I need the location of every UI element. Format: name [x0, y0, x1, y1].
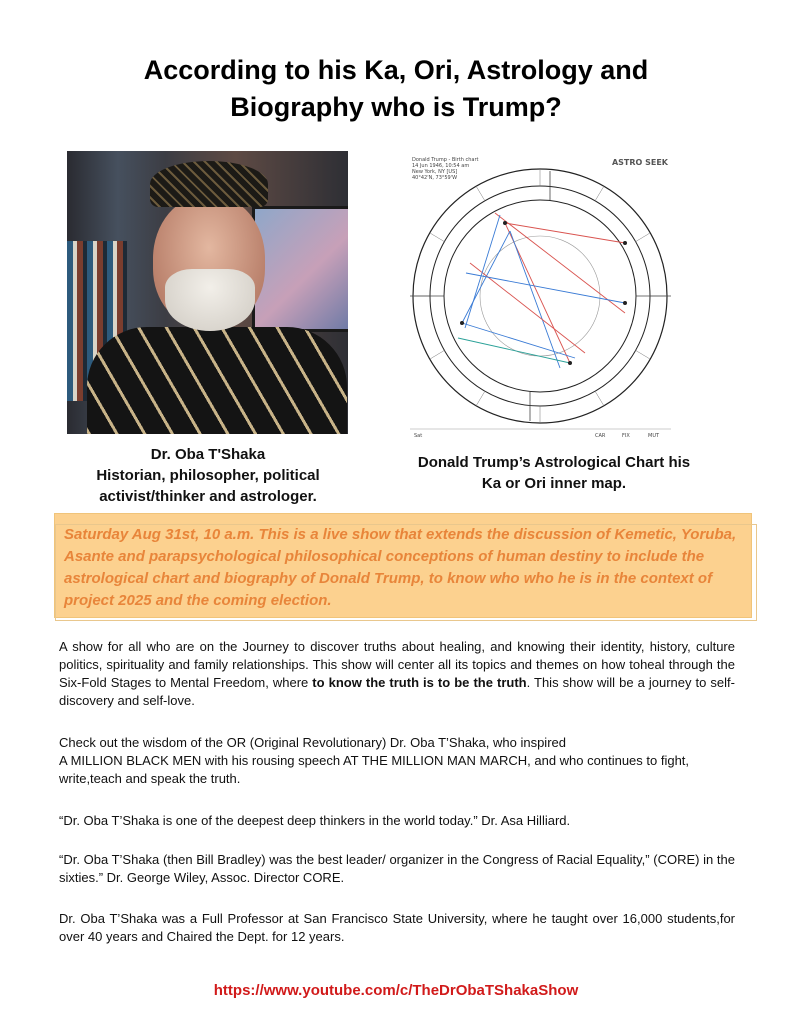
event-announcement-box [54, 513, 752, 618]
chart-footer-car: CAR [595, 433, 606, 439]
wisdom-line-2: A MILLION BLACK MEN with his rousing speech AT THE MILLION MAN MARCH, and who continues to fight, write,teach and speak the truth. [59, 753, 690, 786]
chart-header-line: Donald Trump - Birth chart [412, 157, 479, 163]
chart-footer-left: Sat [414, 433, 423, 439]
intro-paragraph [59, 638, 735, 710]
professor-paragraph: Dr. Oba T’Shaka was a Full Professor at San Francisco State University, where he taught over 16,000 students,for over 40 years and Chaired the Dept. for 12 years. [59, 911, 735, 944]
chart-header-line: 14 Jun 1946, 10:54 am [412, 163, 470, 169]
caption-role-line-1: Historian, philosopher, political [96, 467, 320, 484]
portrait-photo [67, 151, 348, 434]
photo-caption [72, 444, 344, 507]
chart-footer-fix: FIX [622, 433, 630, 439]
caption-role-line-2: activist/thinker and astrologer. [99, 488, 317, 505]
title-line-1: According to his Ka, Ori, Astrology and [143, 55, 649, 85]
title-line-2: Biography who is Trump? [230, 92, 562, 122]
chart-header-line: New York, NY [US] [412, 169, 458, 175]
chart-logo: ASTRO SEEK [611, 158, 668, 167]
event-announcement-text: Saturday Aug 31st, 10 a.m. This is a live show that extends the discussion of Kemetic, Yoruba, Asante and parapsychological philosophical conceptions of human destiny to include the astrological chart and biography of Donald Trump, to know who who he is in the context of project 2025 and the coming election. [64, 526, 737, 609]
quote-hilliard: “Dr. Oba T’Shaka is one of the deepest deep thinkers in the world today.” Dr. Asa Hilliard. [59, 813, 571, 828]
chart-caption [396, 452, 712, 494]
chart-caption-line-1: Donald Trump’s Astrological Chart his [417, 454, 691, 471]
intro-text-end: . This show will be a journey to self-discovery and self-love. [59, 675, 735, 708]
chart-header-line: 40°42'N, 73°59'W [412, 175, 458, 181]
wisdom-line-1: Check out the wisdom of the OR (Original Revolutionary) Dr. Oba T’Shaka, who inspired [59, 735, 566, 750]
chart-footer-mut: MUT [648, 433, 660, 439]
youtube-link[interactable]: https://www.youtube.com/c/TheDrObaTShakaShow [213, 982, 579, 999]
astrological-chart-image [410, 153, 671, 442]
intro-bold-phrase: to know the truth is to be the truth [312, 675, 527, 690]
chart-caption-line-2: Ka or Ori inner map. [481, 475, 627, 492]
page-title [60, 52, 732, 126]
caption-name: Dr. Oba T'Shaka [150, 446, 266, 463]
quote-wiley: “Dr. Oba T’Shaka (then Bill Bradley) was the best leader/ organizer in the Congress of Racial Equality,” (CORE) in the sixties.” Dr. George Wiley, Assoc. Director CORE. [59, 852, 735, 885]
wisdom-paragraph [59, 734, 735, 788]
intro-text: A show for all who are on the Journey to discover truths about healing, and knowing their identity, history, culture politics, spirituality and family relationships. This show will center all its topics and themes on how toheal through the Six-Fold Stages to Mental Freedom, where [59, 639, 735, 690]
